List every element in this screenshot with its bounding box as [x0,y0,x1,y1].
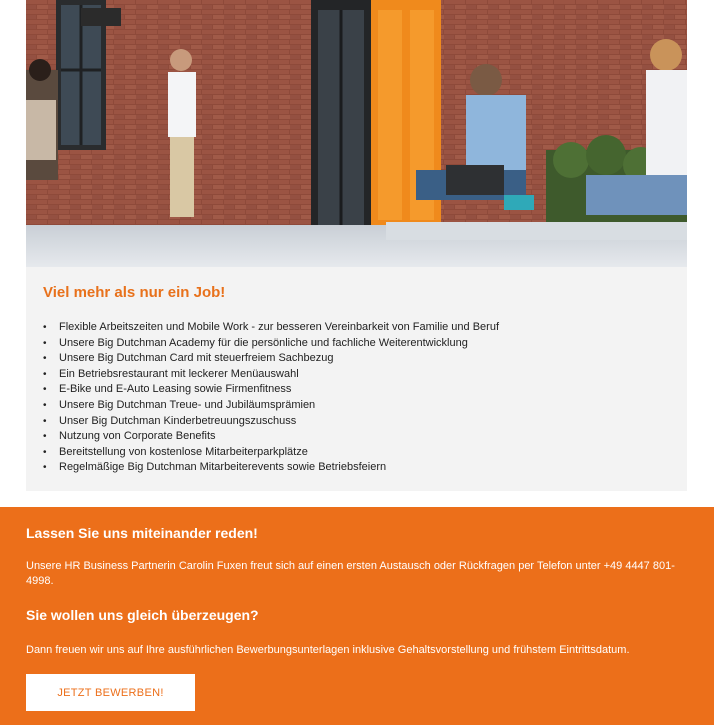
apply-button[interactable]: JETZT BEWERBEN! [26,674,195,711]
list-item: • Regelmäßige Big Dutchman Mitarbeiterevents sowie Betriebsfeiern [43,460,499,476]
apply-text: Dann freuen wir uns auf Ihre ausführlichen Bewerbungsunterlagen inklusive Gehaltsvorstellung und frühstem Eintrittsdatum. [26,644,630,656]
list-item: • Nutzung von Corporate Benefits [43,429,499,445]
contact-section [0,507,714,725]
contact-text: Unsere HR Business Partnerin Carolin Fuxen freut sich auf einen ersten Austausch oder Rückfragen per Telefon unter +49 4447 801-4998. [26,560,675,587]
benefits-list [43,320,499,476]
apply-heading: Sie wollen uns gleich überzeugen? [26,607,259,623]
list-item: • Unser Big Dutchman Kinderbetreuungszuschuss [43,414,499,430]
benefits-panel [26,267,687,491]
list-item: • E-Bike und E-Auto Leasing sowie Firmenfitness [43,382,499,398]
office-photo [26,0,687,267]
contact-heading: Lassen Sie uns miteinander reden! [26,525,258,541]
list-item: • Unsere Big Dutchman Academy für die persönliche und fachliche Weiterentwicklung [43,336,499,352]
list-item: • Bereitstellung von kostenlose Mitarbeiterparkplätze [43,445,499,461]
list-item: • Unsere Big Dutchman Card mit steuerfreiem Sachbezug [43,351,499,367]
hero-image [26,0,687,267]
benefits-title: Viel mehr als nur ein Job! [43,284,226,301]
list-item: • Ein Betriebsrestaurant mit leckerer Menüauswahl [43,367,499,383]
list-item: • Unsere Big Dutchman Treue- und Jubiläumsprämien [43,398,499,414]
list-item: • Flexible Arbeitszeiten und Mobile Work - zur besseren Vereinbarkeit von Familie und Beruf [43,320,499,336]
